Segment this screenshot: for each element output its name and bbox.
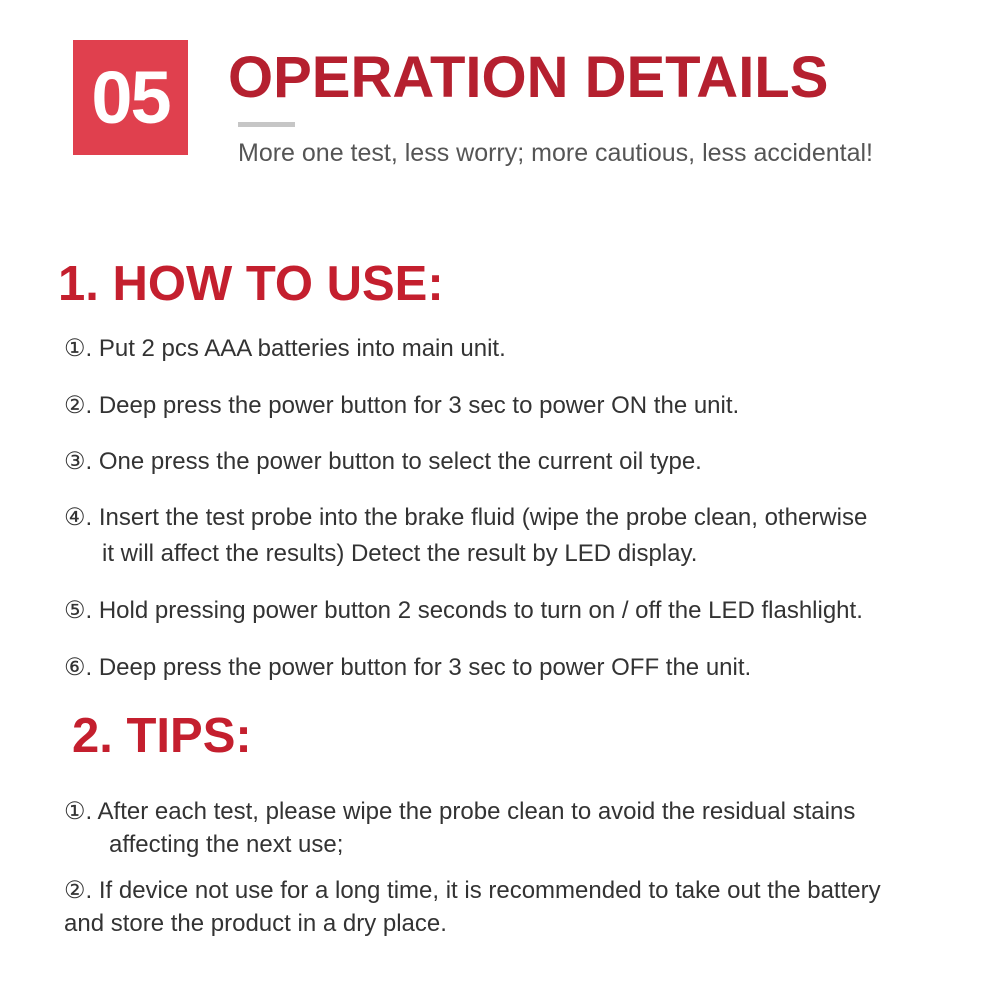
- tip-item-2: [64, 874, 881, 940]
- step-number-1: ①: [64, 335, 86, 362]
- step-text-4: . Insert the test probe into the brake fluid (wipe the probe clean, otherwise: [85, 504, 868, 531]
- how-to-use-step-4: [64, 500, 867, 572]
- step-text-3: . One press the power button to select the current oil type.: [85, 448, 702, 475]
- tip-text-1-continuation: affecting the next use;: [109, 831, 344, 858]
- how-to-use-step-3: [64, 444, 702, 480]
- how-to-use-step-5: [64, 593, 863, 629]
- page-subtitle: More one test, less worry; more cautious, less accidental!: [238, 139, 873, 167]
- tip-text-2-continuation: and store the product in a dry place.: [64, 910, 447, 937]
- step-text-2: . Deep press the power button for 3 sec to power ON the unit.: [85, 392, 740, 419]
- step-number-6: ⑥: [64, 654, 86, 681]
- step-text-1: . Put 2 pcs AAA batteries into main unit.: [85, 335, 506, 362]
- tips-heading: 2. TIPS:: [72, 709, 252, 763]
- tip-text-2: . If device not use for a long time, it is recommended to take out the battery: [85, 877, 881, 904]
- step-text-4-continuation: it will affect the results) Detect the result by LED display.: [102, 540, 698, 567]
- how-to-use-heading: 1. HOW TO USE:: [58, 257, 444, 311]
- tip-item-1: [64, 795, 855, 861]
- step-number-3: ③: [64, 448, 86, 475]
- section-number-badge: 05: [73, 40, 188, 155]
- how-to-use-step-2: [64, 388, 739, 424]
- step-number-2: ②: [64, 392, 86, 419]
- page-title: OPERATION DETAILS: [228, 45, 829, 110]
- step-text-6: . Deep press the power button for 3 sec to power OFF the unit.: [85, 654, 752, 681]
- tip-number-2: ②: [64, 877, 86, 904]
- how-to-use-step-1: [64, 331, 506, 367]
- tip-number-1: ①: [64, 798, 86, 825]
- title-underline-divider: [238, 122, 295, 127]
- step-number-4: ④: [64, 504, 86, 531]
- how-to-use-step-6: [64, 650, 751, 686]
- step-text-5: . Hold pressing power button 2 seconds to turn on / off the LED flashlight.: [85, 597, 863, 624]
- tip-text-1: . After each test, please wipe the probe clean to avoid the residual stains: [85, 798, 856, 825]
- step-number-5: ⑤: [64, 597, 86, 624]
